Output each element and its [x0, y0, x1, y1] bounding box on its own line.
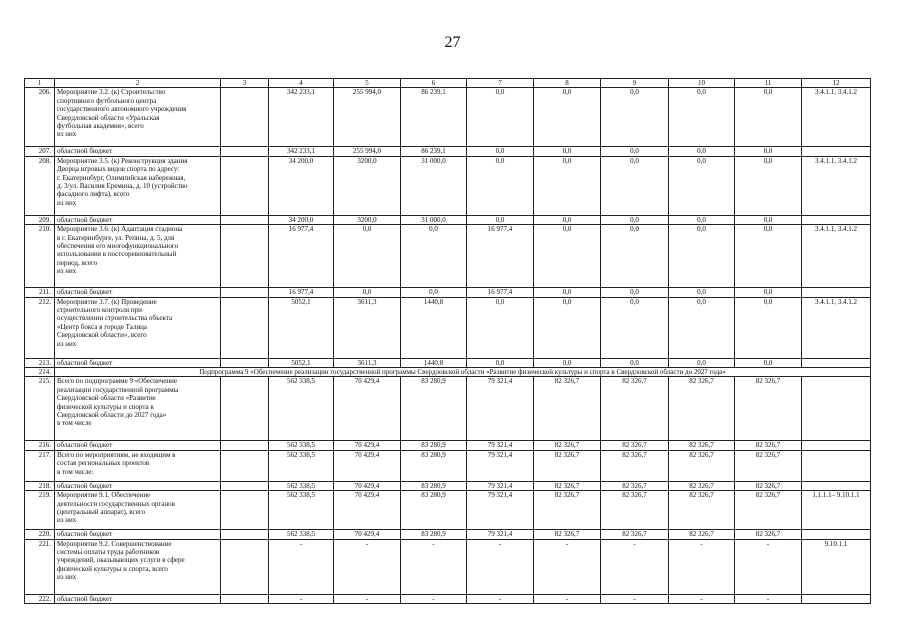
table-row	[25, 481, 871, 490]
description-line: областной бюджет	[57, 481, 113, 490]
amount-cell: 342 233,1	[269, 88, 334, 147]
description-line: спортивного футбольного центра	[57, 96, 157, 105]
amount-cell: 70 429,4	[334, 491, 401, 530]
column-3-cell	[221, 288, 269, 297]
column-header: 7	[467, 79, 534, 88]
amount-cell: 0,0	[534, 297, 601, 358]
amount-cell: 0,0	[401, 288, 467, 297]
amount-cell: 0,0	[534, 147, 601, 156]
description-line: из них	[57, 573, 77, 582]
amount-cell: 16 977,4	[269, 288, 334, 297]
amount-cell: 82 326,7	[601, 481, 669, 490]
amount-cell: 34 200,0	[269, 156, 334, 215]
description-line: областной бюджет	[57, 215, 113, 224]
amount-cell: -	[735, 539, 802, 594]
amount-cell: 0,0	[601, 288, 669, 297]
amount-cell: -	[601, 594, 669, 603]
amount-cell: 82 326,7	[534, 441, 601, 450]
column-header: 6	[401, 79, 467, 88]
table-row	[25, 215, 871, 224]
amount-cell: 83 280,9	[401, 481, 467, 490]
amount-cell: 82 326,7	[669, 450, 735, 481]
amount-cell: -	[467, 594, 534, 603]
row-number: 211.	[25, 288, 55, 297]
amount-cell: 0,0	[601, 147, 669, 156]
amount-cell: 83 280,9	[401, 491, 467, 530]
amount-cell: 16 977,4	[467, 225, 534, 288]
amount-cell: -	[735, 594, 802, 603]
table-row	[25, 491, 871, 530]
description-line: Мероприятие 9.1. Обеспечение	[57, 491, 151, 500]
amount-cell: 255 994,0	[334, 88, 401, 147]
description-line: Свердловской области», всего	[57, 331, 147, 340]
amount-cell: 86 239,1	[401, 88, 467, 147]
amount-cell: 0,0	[669, 215, 735, 224]
amount-cell: 82 326,7	[735, 481, 802, 490]
amount-cell: 82 326,7	[735, 441, 802, 450]
description-line: в том числе	[57, 419, 92, 428]
amount-cell: 86 239,1	[401, 147, 467, 156]
column-3-cell	[221, 297, 269, 358]
amount-cell: 0,0	[467, 297, 534, 358]
amount-cell: 0,0	[534, 288, 601, 297]
amount-cell: 0,0	[534, 225, 601, 288]
amount-cell: 0,0	[601, 297, 669, 358]
row-number: 219.	[25, 491, 55, 530]
amount-cell: 31 000,0	[401, 156, 467, 215]
amount-cell: 562 338,5	[269, 441, 334, 450]
row-description	[55, 491, 221, 530]
column-header: 2	[55, 79, 221, 88]
row-description	[55, 297, 221, 358]
row-number: 217.	[25, 450, 55, 481]
amount-cell: -	[401, 539, 467, 594]
amount-cell: 82 326,7	[601, 441, 669, 450]
description-line: состав региональных проектов	[57, 459, 150, 468]
amount-cell: 0,0	[467, 215, 534, 224]
amount-cell: 0,0	[534, 358, 601, 367]
amount-cell: 3611,3	[334, 358, 401, 367]
column-3-cell	[221, 481, 269, 490]
amount-cell: 79 321,4	[467, 491, 534, 530]
description-line: областной бюджет	[57, 358, 113, 367]
amount-cell: 83 280,9	[401, 530, 467, 539]
description-line: из них	[57, 516, 77, 525]
amount-cell: 70 429,4	[334, 530, 401, 539]
amount-cell: 16 977,4	[467, 288, 534, 297]
amount-cell: 0,0	[534, 215, 601, 224]
target-ref-cell: 3.4.1.1, 3.4.1.2	[802, 297, 871, 358]
description-line: Мероприятие 3.5. (к) Реконструкция здания	[57, 156, 188, 165]
amount-cell: 0,0	[669, 288, 735, 297]
target-ref-cell	[802, 377, 871, 441]
amount-cell: -	[401, 594, 467, 603]
description-line: Всего по мероприятиям, не входящим в	[57, 450, 176, 459]
description-line: Мероприятие 3.2. (к) Строительство	[57, 88, 166, 97]
description-line: г. Екатеринбург, Олимпийская набережная,	[57, 173, 186, 182]
description-line: областной бюджет	[57, 441, 113, 450]
amount-cell: 0,0	[534, 156, 601, 215]
amount-cell: 5052,1	[269, 358, 334, 367]
description-line: футбольная академия», всего	[57, 122, 144, 131]
target-ref-cell: 3.4.1.1, 3.4.1.2	[802, 225, 871, 288]
description-line: строительного контроля при	[57, 306, 142, 315]
amount-cell: -	[467, 539, 534, 594]
amount-cell: 70 429,4	[334, 450, 401, 481]
column-3-cell	[221, 539, 269, 594]
table-row	[25, 225, 871, 288]
amount-cell: 0,0	[735, 147, 802, 156]
amount-cell: 3200,0	[334, 156, 401, 215]
row-description	[55, 441, 221, 450]
description-line: областной бюджет	[57, 530, 113, 539]
row-number: 214.	[25, 368, 55, 377]
row-number: 206.	[25, 88, 55, 147]
amount-cell: -	[669, 594, 735, 603]
description-line: Мероприятие 3.6. (к) Адаптация стадиона	[57, 225, 183, 234]
table-row	[25, 594, 871, 603]
amount-cell: 562 338,5	[269, 450, 334, 481]
page-number: 27	[444, 34, 461, 51]
target-ref-cell	[802, 594, 871, 603]
amount-cell: 79 321,4	[467, 450, 534, 481]
amount-cell: 83 280,9	[401, 450, 467, 481]
column-header: 3	[221, 79, 269, 88]
table-row	[25, 377, 871, 441]
amount-cell: 82 326,7	[601, 530, 669, 539]
description-line: из них	[57, 130, 77, 139]
amount-cell: 342 233,1	[269, 147, 334, 156]
row-description	[55, 450, 221, 481]
column-3-cell	[221, 377, 269, 441]
row-description	[55, 539, 221, 594]
table-row	[25, 358, 871, 367]
column-header: 8	[534, 79, 601, 88]
amount-cell: 0,0	[735, 156, 802, 215]
amount-cell: 16 977,4	[269, 225, 334, 288]
amount-cell: 82 326,7	[735, 491, 802, 530]
amount-cell: 0,0	[467, 156, 534, 215]
amount-cell: 0,0	[467, 358, 534, 367]
description-line: (центральный аппарат), всего	[57, 508, 146, 517]
row-number: 208.	[25, 156, 55, 215]
row-description	[55, 358, 221, 367]
row-description	[55, 147, 221, 156]
target-ref-cell	[802, 530, 871, 539]
row-description	[55, 481, 221, 490]
table-row	[25, 297, 871, 358]
amount-cell: 0,0	[467, 88, 534, 147]
target-ref-cell: 9.10.1.1	[802, 539, 871, 594]
description-line: д. 3/ул. Василия Еремина, д. 10 (устройство	[57, 182, 188, 191]
column-3-cell	[221, 441, 269, 450]
amount-cell: 562 338,5	[269, 481, 334, 490]
column-3-cell	[221, 450, 269, 481]
amount-cell: 562 338,5	[269, 491, 334, 530]
table-row	[25, 441, 871, 450]
description-line: Мероприятие 3.7. (к) Проведение	[57, 297, 157, 306]
amount-cell: 0,0	[735, 297, 802, 358]
target-ref-cell: 1.1.1.1– 9.10.1.1	[802, 491, 871, 530]
target-ref-cell	[802, 358, 871, 367]
amount-cell: 0,0	[601, 88, 669, 147]
column-3-cell	[221, 156, 269, 215]
amount-cell: -	[269, 594, 334, 603]
column-3-cell	[221, 215, 269, 224]
row-number: 222.	[25, 594, 55, 603]
description-line: Дворца игровых видов спорта по адресу:	[57, 165, 180, 174]
amount-cell: 255 994,0	[334, 147, 401, 156]
table-row	[25, 147, 871, 156]
target-ref-cell: 3.4.1.1, 3.4.1.2	[802, 156, 871, 215]
table-header-row	[25, 79, 871, 88]
row-number: 221.	[25, 539, 55, 594]
column-header: 4	[269, 79, 334, 88]
amount-cell: -	[669, 539, 735, 594]
amount-cell: 82 326,7	[601, 450, 669, 481]
description-line: областной бюджет	[57, 594, 113, 603]
target-ref-cell	[802, 288, 871, 297]
row-description	[55, 215, 221, 224]
amount-cell: 0,0	[669, 156, 735, 215]
amount-cell: 83 280,9	[401, 441, 467, 450]
description-line: Всего по подпрограмме 9 «Обеспечение	[57, 377, 178, 386]
amount-cell: 82 326,7	[534, 450, 601, 481]
amount-cell: 34 200,0	[269, 215, 334, 224]
amount-cell: 0,0	[735, 215, 802, 224]
row-description	[55, 156, 221, 215]
row-number: 209.	[25, 215, 55, 224]
amount-cell: 82 326,7	[669, 441, 735, 450]
description-line: деятельности государственных органов	[57, 499, 175, 508]
description-line: период, всего	[57, 258, 98, 267]
description-line: учреждений, оказывающих услуги в сфере	[57, 556, 185, 565]
row-description	[55, 88, 221, 147]
amount-cell: 0,0	[735, 225, 802, 288]
column-3-cell	[221, 147, 269, 156]
row-description	[55, 594, 221, 603]
amount-cell: -	[334, 594, 401, 603]
description-line: из них	[57, 198, 77, 207]
row-number: 218.	[25, 481, 55, 490]
description-line: из них	[57, 267, 77, 276]
column-header: 12	[802, 79, 871, 88]
row-description	[55, 225, 221, 288]
description-line: системы оплаты труда работников	[57, 548, 160, 557]
table-row	[25, 156, 871, 215]
table-row	[25, 530, 871, 539]
description-line: обеспечения его многофункционального	[57, 242, 179, 251]
amount-cell: 562 338,5	[269, 530, 334, 539]
row-number: 220.	[25, 530, 55, 539]
description-line: Свердловской области «Уральская	[57, 113, 160, 122]
amount-cell: -	[534, 594, 601, 603]
amount-cell: 82 326,7	[669, 491, 735, 530]
description-line: в том числе:	[57, 467, 94, 476]
target-ref-cell	[802, 215, 871, 224]
column-3-cell	[221, 225, 269, 288]
target-ref-cell	[802, 441, 871, 450]
amount-cell: 1440,8	[401, 297, 467, 358]
column-header: 10	[669, 79, 735, 88]
amount-cell: 82 326,7	[534, 481, 601, 490]
column-3-cell	[221, 530, 269, 539]
amount-cell: 3200,0	[334, 215, 401, 224]
description-line: областной бюджет	[57, 288, 113, 297]
amount-cell: 82 326,7	[669, 530, 735, 539]
amount-cell: 82 326,7	[735, 377, 802, 441]
description-line: «Центр бокса в городе Талица	[57, 322, 147, 331]
row-number: 216.	[25, 441, 55, 450]
description-line: в г. Екатеринбурге, ул. Репина, д. 5, для	[57, 233, 175, 242]
table-row	[25, 88, 871, 147]
amount-cell: 82 326,7	[669, 377, 735, 441]
column-header: 11	[735, 79, 802, 88]
column-3-cell	[221, 358, 269, 367]
amount-cell: 79 321,4	[467, 377, 534, 441]
column-header: 1	[25, 79, 55, 88]
target-ref-cell	[802, 481, 871, 490]
row-description	[55, 288, 221, 297]
target-ref-cell	[802, 147, 871, 156]
table-row	[25, 368, 871, 377]
amount-cell: 82 326,7	[534, 491, 601, 530]
row-number: 215.	[25, 377, 55, 441]
amount-cell: 79 321,4	[467, 530, 534, 539]
amount-cell: 1440,8	[401, 358, 467, 367]
amount-cell: 0,0	[601, 156, 669, 215]
description-line: Свердловской области «Развитие	[57, 394, 156, 403]
amount-cell: 5052,1	[269, 297, 334, 358]
amount-cell: 0,0	[669, 225, 735, 288]
description-line: из них	[57, 339, 77, 348]
amount-cell: 0,0	[669, 297, 735, 358]
amount-cell: 0,0	[669, 147, 735, 156]
amount-cell: 0,0	[601, 358, 669, 367]
amount-cell: 3611,3	[334, 297, 401, 358]
amount-cell: 82 326,7	[669, 481, 735, 490]
description-line: физической культуры и спорта в	[57, 402, 154, 411]
row-number: 207.	[25, 147, 55, 156]
target-ref-cell	[802, 450, 871, 481]
amount-cell: 79 321,4	[467, 441, 534, 450]
description-line: Мероприятие 9.2. Совершенствование	[57, 539, 172, 548]
amount-cell: 70 429,4	[334, 481, 401, 490]
description-line: физической культуры и спорта, всего	[57, 564, 168, 573]
column-3-cell	[221, 594, 269, 603]
column-3-cell	[221, 491, 269, 530]
row-number: 212.	[25, 297, 55, 358]
amount-cell: -	[334, 539, 401, 594]
amount-cell: -	[601, 539, 669, 594]
amount-cell: 0,0	[735, 288, 802, 297]
row-number: 210.	[25, 225, 55, 288]
description-line: Свердловской области до 2027 года»	[57, 411, 167, 420]
amount-cell: 70 429,4	[334, 377, 401, 441]
row-description	[55, 530, 221, 539]
amount-cell: 0,0	[735, 88, 802, 147]
table-row	[25, 288, 871, 297]
amount-cell: 70 429,4	[334, 441, 401, 450]
amount-cell: 83 280,9	[401, 377, 467, 441]
amount-cell: 82 326,7	[534, 377, 601, 441]
description-line: использования в постсоревновательный	[57, 250, 177, 259]
description-line: областной бюджет	[57, 147, 113, 156]
column-3-cell	[221, 88, 269, 147]
description-line: государственного автономного учреждения	[57, 105, 187, 114]
amount-cell: 82 326,7	[601, 377, 669, 441]
budget-table	[24, 78, 871, 604]
amount-cell: 82 326,7	[534, 530, 601, 539]
table-row	[25, 450, 871, 481]
amount-cell: -	[269, 539, 334, 594]
amount-cell: 0,0	[401, 225, 467, 288]
amount-cell: 0,0	[334, 288, 401, 297]
amount-cell: -	[534, 539, 601, 594]
row-number: 213.	[25, 358, 55, 367]
description-line: фасадного лифта), всего	[57, 190, 130, 199]
amount-cell: 79 321,4	[467, 481, 534, 490]
amount-cell: 82 326,7	[601, 491, 669, 530]
column-header: 5	[334, 79, 401, 88]
description-line: реализации государственной программы	[57, 385, 179, 394]
amount-cell: 0,0	[735, 358, 802, 367]
row-description	[55, 377, 221, 441]
amount-cell: 562 338,5	[269, 377, 334, 441]
target-ref-cell: 3.4.1.1, 3.4.1.2	[802, 88, 871, 147]
amount-cell: 82 326,7	[735, 450, 802, 481]
amount-cell: 31 000,0	[401, 215, 467, 224]
amount-cell: 0,0	[467, 147, 534, 156]
description-line: осуществлении строительства объекта	[57, 314, 173, 323]
amount-cell: 0,0	[601, 225, 669, 288]
amount-cell: 82 326,7	[735, 530, 802, 539]
subprogram-title: Подпрограмма 9 «Обеспечение реализации государственной программы Свердловской области «Развитие физической культуры и спорта в Свердловской области до 2027 года»	[55, 368, 871, 377]
column-header: 9	[601, 79, 669, 88]
amount-cell: 0,0	[601, 215, 669, 224]
table-row	[25, 539, 871, 594]
amount-cell: 0,0	[534, 88, 601, 147]
amount-cell: 0,0	[334, 225, 401, 288]
amount-cell: 0,0	[669, 358, 735, 367]
amount-cell: 0,0	[669, 88, 735, 147]
